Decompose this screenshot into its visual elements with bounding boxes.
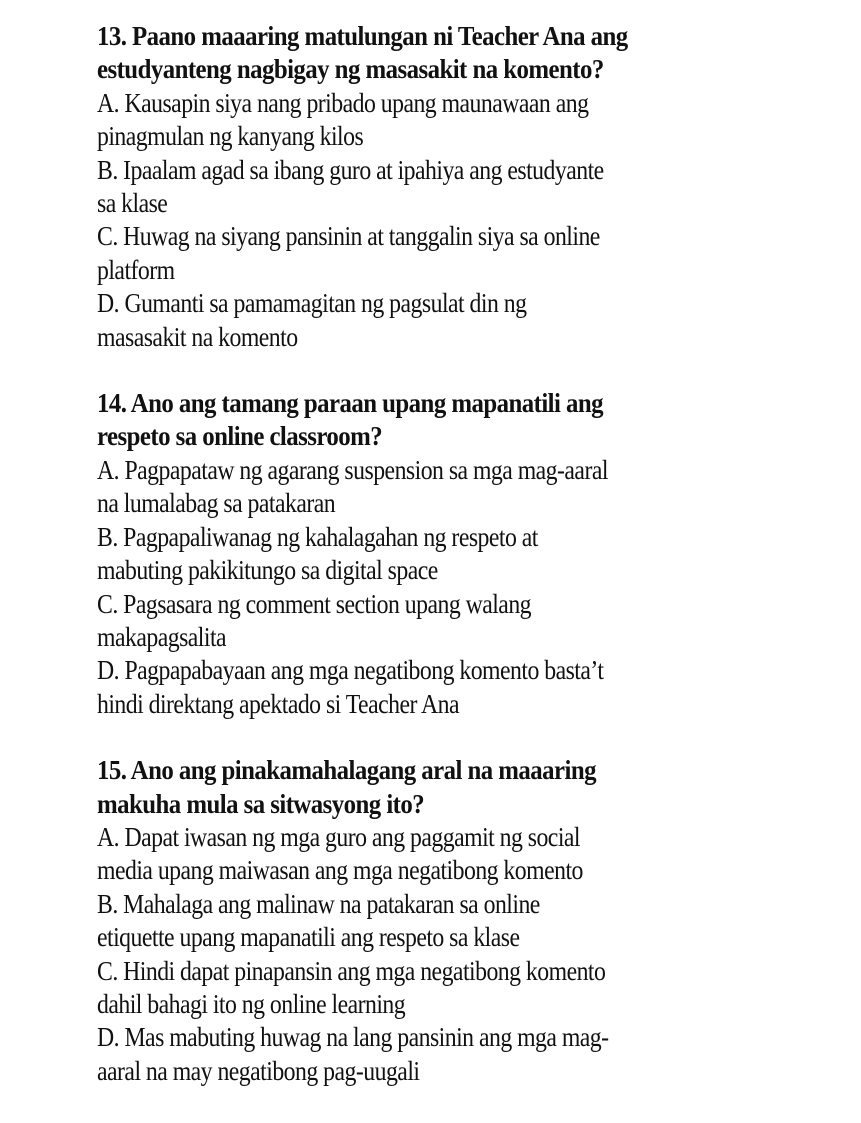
option-line: na lumalabag sa patakaran [97, 488, 336, 519]
option-c [97, 955, 757, 1022]
option-line: platform [97, 254, 175, 285]
option-line: media upang maiwasan ang mga negatibong komento [97, 855, 583, 886]
option-d [97, 654, 757, 721]
option-line: mabuting pakikitungo sa digital space [97, 555, 438, 586]
question-title-line: 15. Ano ang pinakamahalagang aral na maaaring [97, 755, 596, 786]
option-line: aaral na may negatibong pag-uugali [97, 1055, 420, 1086]
option-line: etiquette upang mapanatili ang respeto sa klase [97, 922, 520, 953]
option-b [97, 888, 757, 955]
quiz-document [97, 20, 757, 1121]
option-line: A. Kausapin siya nang pribado upang maunawaan ang [97, 87, 589, 118]
option-a [97, 454, 757, 521]
option-line: makapagsalita [97, 621, 227, 652]
option-line: C. Hindi dapat pinapansin ang mga negatibong komento [97, 955, 606, 986]
option-c [97, 220, 757, 287]
option-line: A. Dapat iwasan ng mga guro ang paggamit ng social [97, 821, 580, 852]
question-title [97, 754, 757, 821]
option-line: C. Huwag na siyang pansinin at tanggalin siya sa online [97, 221, 600, 252]
question-title-line: estudyanteng nagbigay ng masasakit na komento? [97, 54, 604, 85]
option-a [97, 87, 757, 154]
option-c [97, 588, 757, 655]
option-a [97, 821, 757, 888]
option-line: D. Mas mabuting huwag na lang pansinin ang mga mag- [97, 1022, 609, 1053]
option-line: D. Gumanti sa pamamagitan ng pagsulat din ng [97, 288, 527, 319]
question-14 [97, 387, 757, 721]
option-b [97, 154, 757, 221]
option-line: A. Pagpapataw ng agarang suspension sa mga mag-aaral [97, 454, 608, 485]
option-line: dahil bahagi ito ng online learning [97, 988, 406, 1019]
question-title-line: makuha mula sa sitwasyong ito? [97, 788, 425, 819]
option-line: pinagmulan ng kanyang kilos [97, 121, 364, 152]
question-15 [97, 754, 757, 1088]
option-line: B. Mahalaga ang malinaw na patakaran sa online [97, 888, 540, 919]
option-line: C. Pagsasara ng comment section upang walang [97, 588, 532, 619]
question-title [97, 387, 757, 454]
option-line: D. Pagpapabayaan ang mga negatibong komento basta’t [97, 655, 604, 686]
option-d [97, 1021, 757, 1088]
question-13 [97, 20, 757, 354]
option-line: B. Pagpapaliwanag ng kahalagahan ng respeto at [97, 521, 538, 552]
option-line: hindi direktang apektado si Teacher Ana [97, 688, 459, 719]
question-title [97, 20, 757, 87]
option-line: B. Ipaalam agad sa ibang guro at ipahiya ang estudyante [97, 154, 604, 185]
question-title-line: 13. Paano maaaring matulungan ni Teacher Ana ang [97, 21, 628, 51]
option-line: sa klase [97, 188, 168, 219]
question-title-line: respeto sa online classroom? [97, 421, 383, 452]
option-d [97, 287, 757, 354]
option-b [97, 521, 757, 588]
option-line: masasakit na komento [97, 321, 298, 352]
question-title-line: 14. Ano ang tamang paraan upang mapanatili ang [97, 388, 604, 419]
